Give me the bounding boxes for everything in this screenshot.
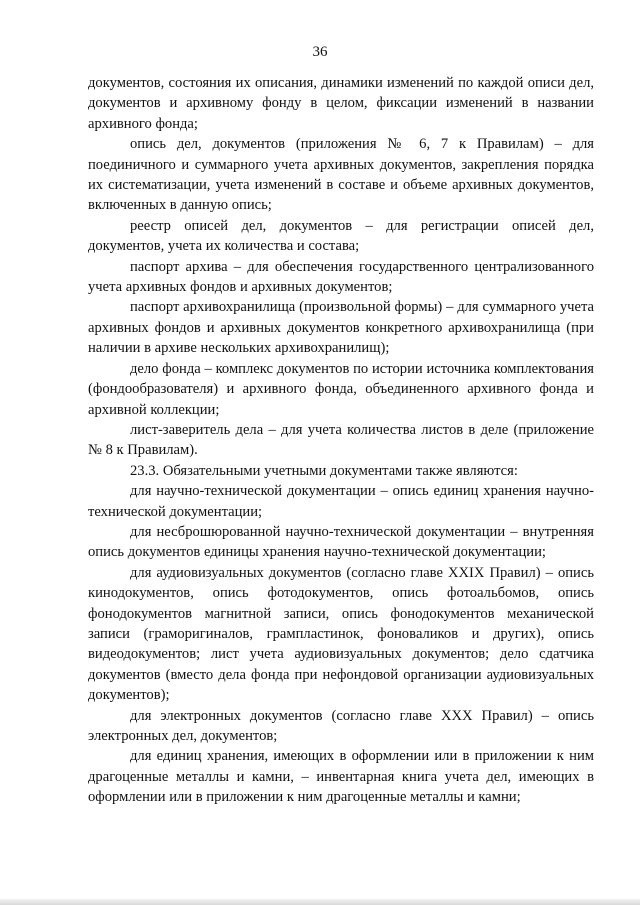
paragraph-electronic-docs: для электронных документов (согласно главе XXX Правил) – опись электронных дел, документов; bbox=[88, 707, 594, 744]
paragraph-continuation: документов, состояния их описания, динамики изменений по каждой описи дел, документов и архивному фонду в целом, фиксации изменений в названии архивного фонда; bbox=[88, 75, 594, 132]
paragraph-archive-passport: паспорт архива – для обеспечения государственного централизованного учета архивных фондов и архивных документов; bbox=[88, 258, 594, 296]
paragraph-technical-docs: для научно-технической документации – опись единиц хранения научно-технической документации; bbox=[88, 483, 594, 520]
paragraph-certifying-sheet: лист-заверитель дела – для учета количества листов в деле (приложение № 8 к Правилам). bbox=[88, 421, 594, 459]
paragraph-inventory-list: опись дел, документов (приложения № 6, 7 к Правилам) – для поединичного и суммарного учета архивных документов, закрепления порядка их систематизации, учета изменений в составе и объеме архивных документов, включенных в данную опись; bbox=[88, 136, 594, 214]
paragraph-precious-metals: для единиц хранения, имеющих в оформлении или в приложении к ним драгоценные металлы и камни, – инвентарная книга учета дел, имеющих в оформлении или в приложении к ним драгоценные металлы и камни; bbox=[88, 748, 594, 806]
paragraph-audiovisual-docs: для аудиовизуальных документов (согласно главе XXIX Правил) – опись кинодокументов, опись фотодокументов, опись фотоальбомов, опись фонодокументов магнитной записи, опись фонодокументов механической записи (граморигиналов, грампластинок, фоновaликов и других), опись видеодокументов; лист учета аудиовизуальных документов; дело сдатчика документов (вместо дела фонда при нефондовой организации аудиовизуальных документов); bbox=[88, 564, 594, 704]
paragraph-storage-passport: паспорт архивохранилища (произвольной формы) – для суммарного учета архивных фондов и архивных документов конкретного архивохранилища (при наличии в архиве нескольких архивохранилищ); bbox=[88, 299, 594, 357]
document-body bbox=[88, 73, 594, 808]
paragraph-fund-file: дело фонда – комплекс документов по истории источника комплектования (фондообразователя) и архивного фонда, объединенного архивного фонда и архивной коллекции; bbox=[88, 360, 594, 418]
paragraph-section-23-3: 23.3. Обязательными учетными документами также являются: bbox=[130, 462, 518, 479]
page-number: 36 bbox=[312, 44, 328, 60]
paragraph-unbound-technical-docs: для несброшюрованной научно-технической документации – внутренняя опись документов единицы хранения научно-технической документации; bbox=[88, 523, 594, 561]
paragraph-inventory-register: реестр описей дел, документов – для регистрации описей дел, документов, учета их количества и состава; bbox=[88, 217, 594, 255]
page-bottom-edge bbox=[0, 899, 640, 905]
